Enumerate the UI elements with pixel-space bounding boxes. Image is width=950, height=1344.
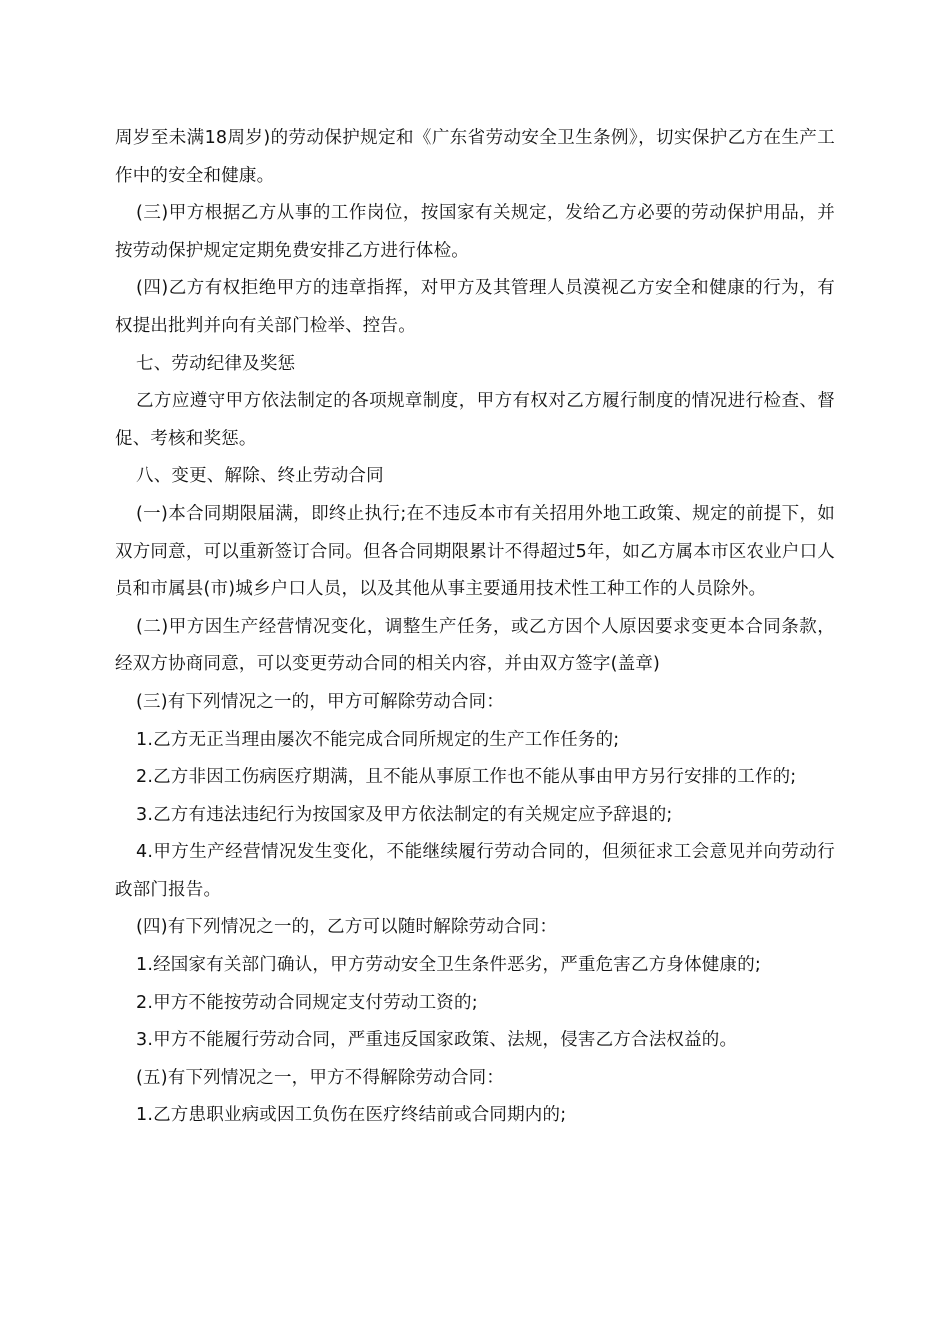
paragraph-no-termination: (五)有下列情况之一，甲方不得解除劳动合同： (136, 1067, 505, 1088)
paragraph-change-contract: (二)甲方因生产经营情况变化，调整生产任务，或乙方因个人原因要求变更本合同条款，经双方协商同意，可以变更劳动合同的相关内容，并由双方签字(盖章) (115, 616, 835, 675)
list-item: 1.乙方无正当理由屡次不能完成合同所规定的生产工作任务的; (136, 729, 620, 750)
paragraph-employer-termination: (三)有下列情况之一的，甲方可解除劳动合同： (136, 691, 505, 712)
section-heading-7: 七、劳动纪律及奖惩 (136, 353, 296, 374)
paragraph-employee-termination: (四)有下列情况之一的，乙方可以随时解除劳动合同： (136, 917, 558, 938)
list-item: 2.乙方非因工伤病医疗期满，且不能从事原工作也不能从事由甲方另行安排的工作的; (136, 767, 797, 788)
paragraph-clause-4: (四)乙方有权拒绝甲方的违章指挥，对甲方及其管理人员漠视乙方安全和健康的行为，有权提出批判并向有关部门检举、控告。 (115, 278, 835, 336)
paragraph-term-expiry: (一)本合同期限届满，即终止执行;在不违反本市有关招用外地工政策、规定的前提下，如双方同意，可以重新签订合同。但各合同期限累计不得超过5年，如乙方属本市区农业户口人员和市属县(市)城乡户口人员，以及其他从事主要通用技术性工种工作的人员除外。 (115, 503, 835, 600)
list-item: 3.乙方有违法违纪行为按国家及甲方依法制定的有关规定应予辞退的; (136, 804, 673, 825)
paragraph-discipline: 乙方应遵守甲方依法制定的各项规章制度，甲方有权对乙方履行制度的情况进行检查、督促、考核和奖惩。 (115, 391, 835, 449)
list-item: 1.经国家有关部门确认，甲方劳动安全卫生条件恶劣，严重危害乙方身体健康的; (136, 955, 761, 976)
section-heading-8: 八、变更、解除、终止劳动合同 (136, 466, 384, 487)
paragraph-continuation: 周岁至未满18周岁)的劳动保护规定和《广东省劳动安全卫生条例》，切实保护乙方在生产工作中的安全和健康。 (115, 128, 835, 186)
paragraph-clause-3: (三)甲方根据乙方从事的工作岗位，按国家有关规定，发给乙方必要的劳动保护用品，并按劳动保护规定定期免费安排乙方进行体检。 (115, 203, 835, 261)
list-item: 3.甲方不能履行劳动合同，严重违反国家政策、法规，侵害乙方合法权益的。 (136, 1030, 738, 1051)
list-item: 1.乙方患职业病或因工负伤在医疗终结前或合同期内的; (136, 1105, 567, 1126)
document-body (115, 120, 835, 1135)
list-item: 4.甲方生产经营情况发生变化，不能继续履行劳动合同的，但须征求工会意见并向劳动行政部门报告。 (115, 842, 835, 900)
list-item: 2.甲方不能按劳动合同规定支付劳动工资的; (136, 992, 478, 1013)
